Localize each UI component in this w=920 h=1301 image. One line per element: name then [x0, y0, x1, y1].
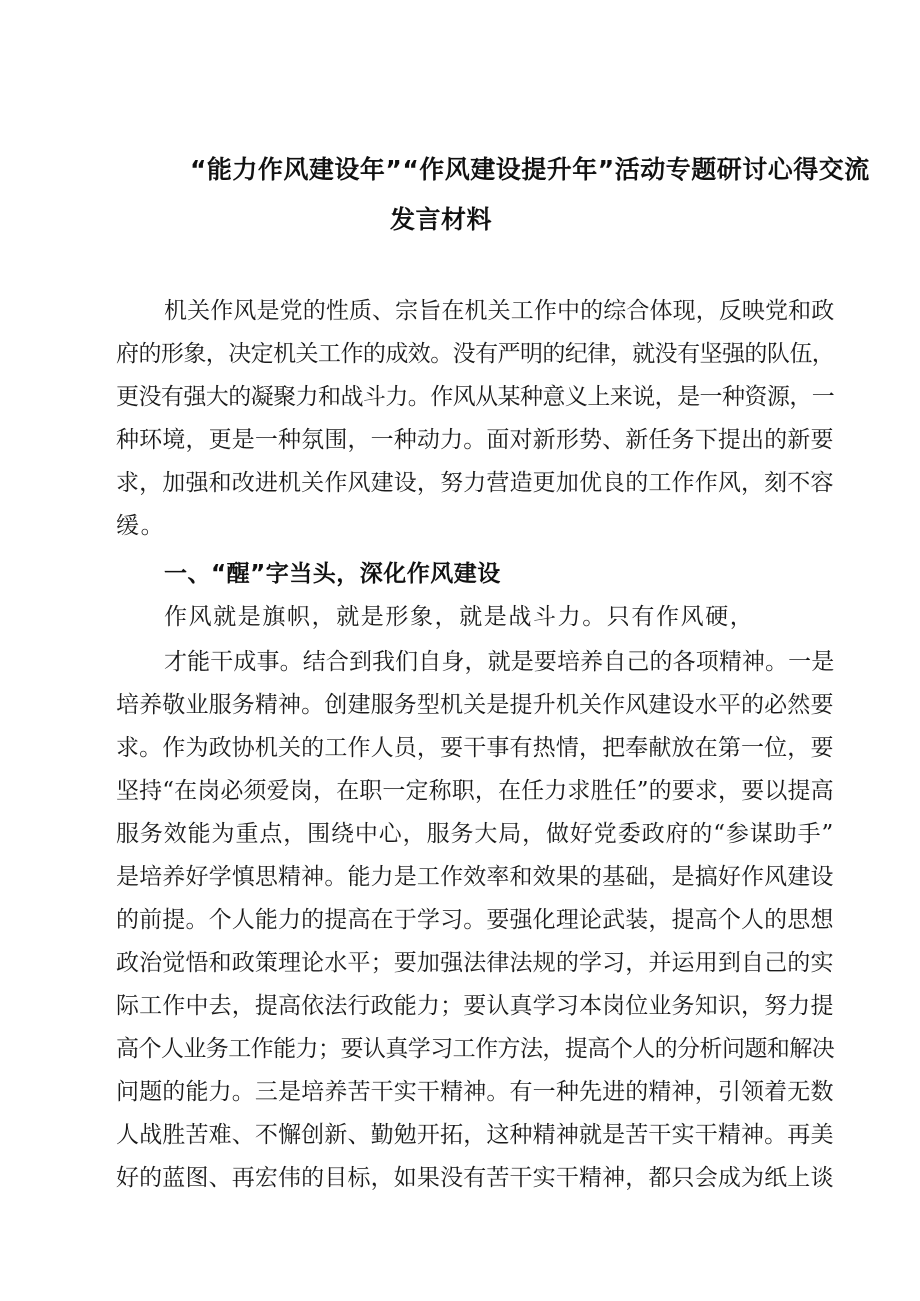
section-heading-1: 一、“醒”字当头，深化作风建设 — [164, 561, 501, 587]
text-line: 机关作风是党的性质、宗旨在机关工作中的综合体现，反映党和政 — [164, 298, 835, 324]
text-line: 求，加强和改进机关作风建设，努力营造更加优良的工作作风，刻不容 — [116, 470, 834, 496]
text-line: 种环境，更是一种氛围，一种动力。面对新形势、新任务下提出的新要 — [116, 427, 834, 453]
text-line: 培养敬业服务精神。创建服务型机关是提升机关作风建设水平的必然要 — [116, 692, 834, 718]
text-line: 的前提。个人能力的提高在于学习。要强化理论武装，提高个人的思想 — [116, 907, 834, 933]
text-line: 缓。 — [116, 513, 166, 539]
title-line-2: 发言材料 — [390, 205, 493, 234]
text-line: 际工作中去，提高依法行政能力；要认真学习本岗位业务知识，努力提 — [116, 993, 834, 1019]
text-line: 作风就是旗帜，就是形象，就是战斗力。只有作风硬， — [164, 604, 755, 630]
text-line: 好的蓝图、再宏伟的目标，如果没有苦干实干精神，都只会成为纸上谈 — [116, 1165, 834, 1191]
title-line-1: “能力作风建设年”“作风建设提升年”活动专题研讨心得交流 — [190, 155, 870, 184]
text-line: 更没有强大的凝聚力和战斗力。作风从某种意义上来说，是一种资源，一 — [116, 384, 835, 410]
text-line: 才能干成事。结合到我们自身，就是要培养自己的各项精神。一是 — [164, 649, 835, 675]
text-line: 人战胜苦难、不懈创新、勤勉开拓，这种精神就是苦干实干精神。再美 — [116, 1122, 834, 1148]
text-line: 府的形象，决定机关工作的成效。没有严明的纪律，就没有坚强的队伍， — [116, 341, 835, 367]
text-line: 坚持“在岗必须爱岗，在职一定称职，在任力求胜任”的要求，要以提高 — [116, 778, 834, 804]
text-line: 服务效能为重点，围绕中心，服务大局，做好党委政府的“参谋助手” — [116, 821, 835, 847]
text-line: 求。作为政协机关的工作人员，要干事有热情，把奉献放在第一位，要 — [116, 735, 834, 761]
text-line: 政治觉悟和政策理论水平；要加强法律法规的学习，并运用到自己的实 — [116, 950, 834, 976]
text-line: 高个人业务工作能力；要认真学习工作方法，提高个人的分析问题和解决 — [116, 1036, 835, 1062]
text-line: 问题的能力。三是培养苦干实干精神。有一种先进的精神，引领着无数 — [116, 1079, 834, 1105]
text-line: 是培养好学慎思精神。能力是工作效率和效果的基础，是搞好作风建设 — [116, 864, 834, 890]
